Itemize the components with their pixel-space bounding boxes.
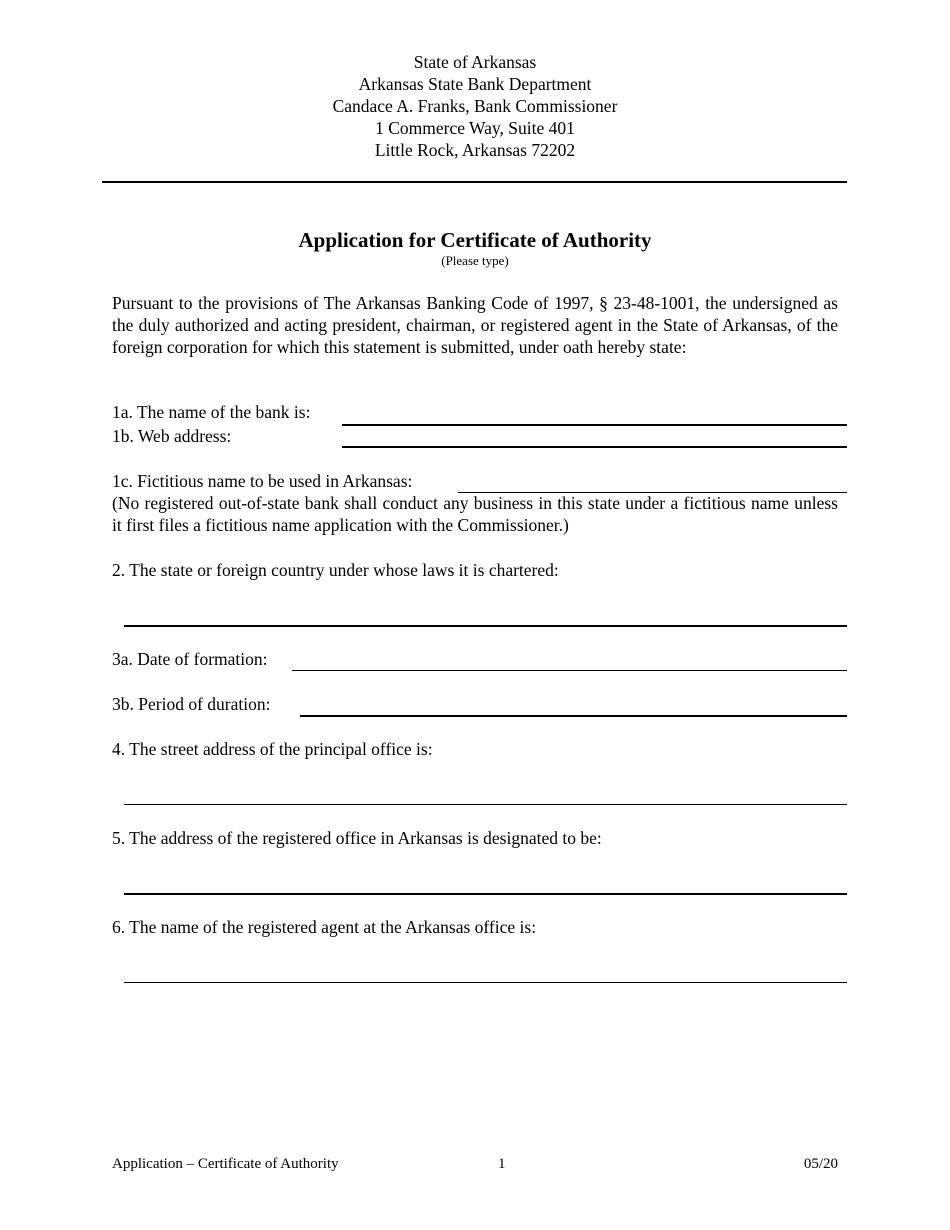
letterhead-state: State of Arkansas	[413, 52, 537, 72]
fictitious-name-field[interactable]	[458, 472, 847, 493]
footer-page-number: 1	[498, 1156, 506, 1172]
charter-country-label: 2. The state or foreign country under whose laws it is chartered:	[112, 560, 559, 580]
duration-period-label: 3b. Period of duration:	[112, 694, 271, 714]
bank-name-field[interactable]	[342, 404, 847, 426]
fictitious-name-label: 1c. Fictitious name to be used in Arkansas:	[112, 471, 413, 491]
letterhead-department: Arkansas State Bank Department	[358, 74, 592, 94]
registered-agent-label: 6. The name of the registered agent at the Arkansas office is:	[112, 917, 537, 937]
page-subtitle: (Please type)	[441, 253, 509, 268]
duration-period-field[interactable]	[300, 695, 847, 717]
registered-office-field[interactable]	[124, 873, 847, 895]
footer-form-name: Application – Certificate of Authority	[112, 1156, 339, 1172]
page-title: Application for Certificate of Authority	[298, 228, 652, 252]
registered-agent-field[interactable]	[124, 962, 847, 983]
registered-office-label: 5. The address of the registered office in Arkansas is designated to be:	[112, 828, 602, 848]
principal-office-field[interactable]	[124, 784, 847, 805]
formation-date-field[interactable]	[292, 650, 847, 671]
letterhead-commissioner: Candace A. Franks, Bank Commissioner	[332, 96, 618, 116]
web-address-field[interactable]	[342, 426, 847, 448]
bank-name-label: 1a. The name of the bank is:	[112, 402, 311, 422]
footer-revision-date: 05/20	[803, 1156, 838, 1172]
intro-paragraph: Pursuant to the provisions of The Arkansas Banking Code of 1997, § 23-48-1001, the undersigned as the duly authorized and acting president, chairman, or registered agent in the State of Arkansas, of the foreign corporation for which this statement is submitted, under oath hereby state:	[112, 293, 838, 358]
principal-office-label: 4. The street address of the principal office is:	[112, 739, 433, 759]
fictitious-name-note: (No registered out-of-state bank shall conduct any business in this state under a fictitious name unless it first files a fictitious name application with the Commissioner.)	[112, 493, 838, 536]
formation-date-label: 3a. Date of formation:	[112, 649, 268, 669]
header-divider	[102, 181, 847, 183]
charter-country-field[interactable]	[124, 605, 847, 627]
letterhead-city: Little Rock, Arkansas 72202	[374, 140, 576, 160]
letterhead-street: 1 Commerce Way, Suite 401	[375, 118, 575, 138]
web-address-label: 1b. Web address:	[112, 426, 232, 446]
